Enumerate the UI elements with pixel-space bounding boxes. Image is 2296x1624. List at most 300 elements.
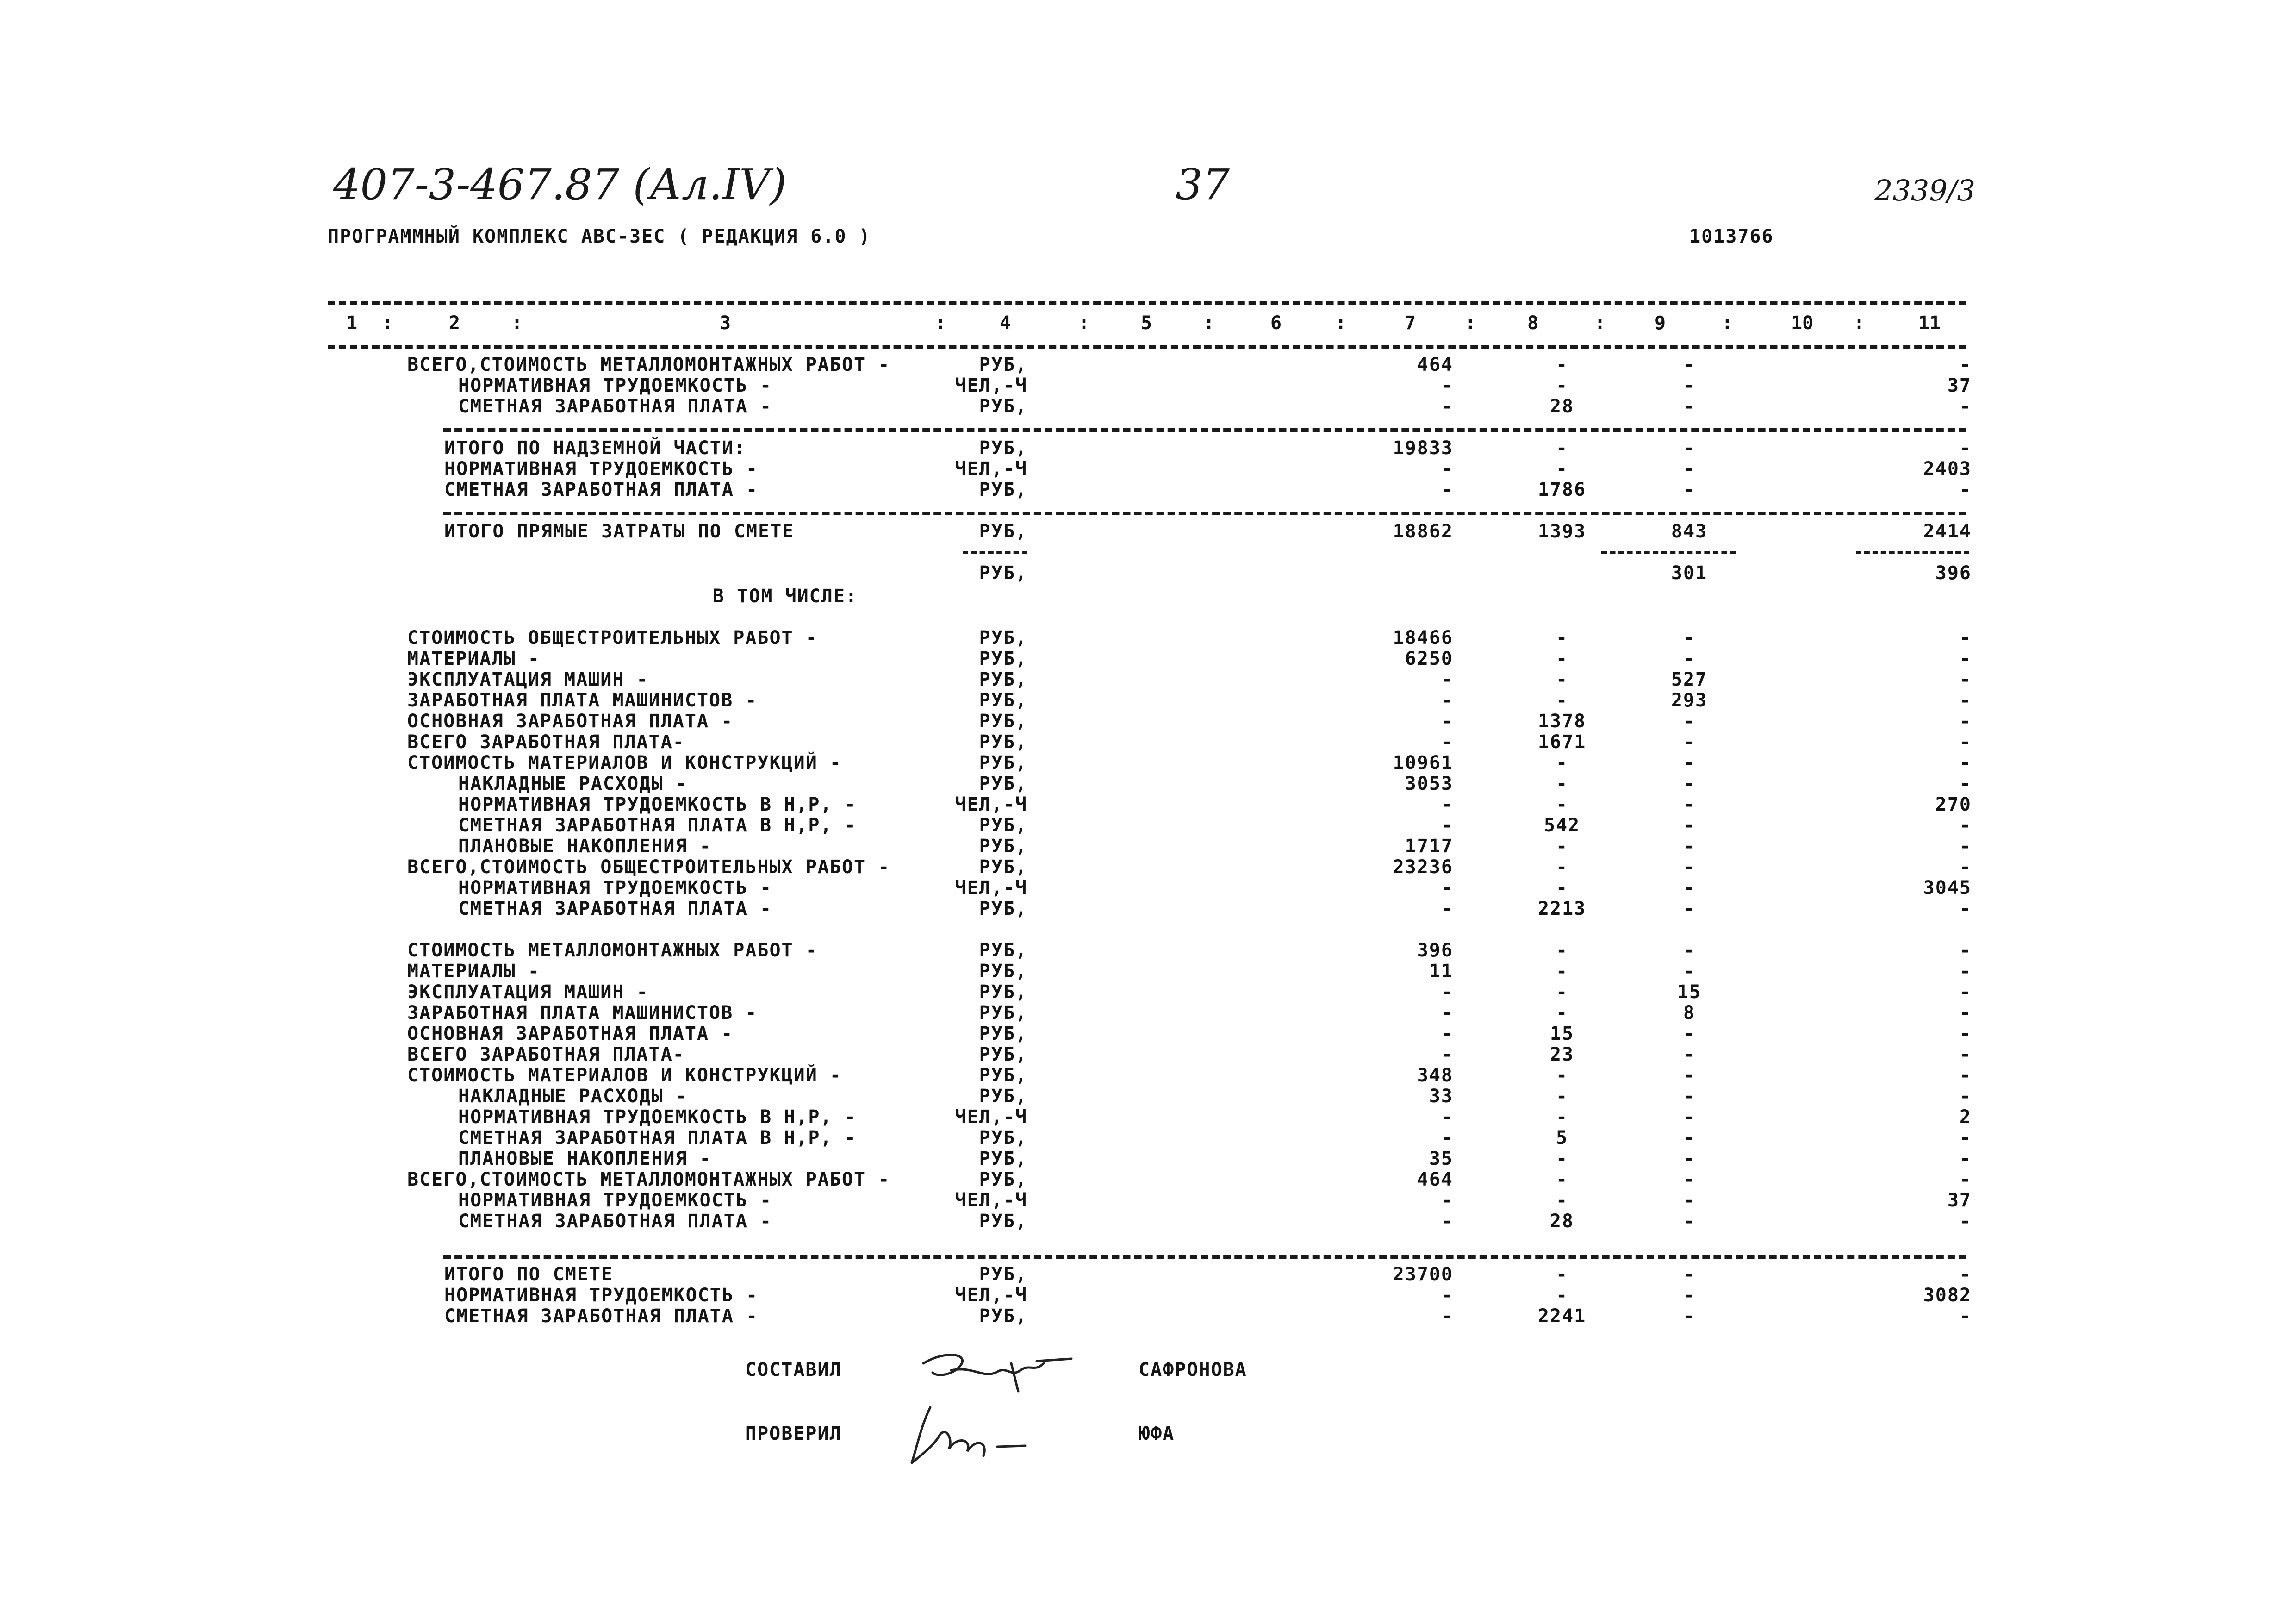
cell-col11: 3045 xyxy=(1923,877,1972,899)
cell-col8: - xyxy=(1556,354,1568,375)
cell-col11: 2 xyxy=(1959,1106,1972,1128)
cell-col11: - xyxy=(1959,690,1972,711)
table-row xyxy=(0,1148,2296,1169)
cell-col11: - xyxy=(1959,836,1972,857)
cell-col11: - xyxy=(1959,1065,1972,1086)
cell-col9: - xyxy=(1683,1305,1696,1327)
column-separator: : xyxy=(1594,312,1606,334)
column-header-10: 10 xyxy=(1791,312,1814,334)
document-id: 1013766 xyxy=(1689,226,1774,247)
cell-col7: - xyxy=(1441,1023,1453,1044)
cell-col8: - xyxy=(1556,940,1568,961)
column-separator: : xyxy=(935,312,946,334)
cell-col9: - xyxy=(1683,1148,1696,1169)
row-unit: РУБ, xyxy=(979,1086,1027,1107)
table-row xyxy=(0,1190,2296,1211)
row-unit: РУБ, xyxy=(979,961,1027,982)
column-header-9: 9 xyxy=(1655,312,1666,334)
row-unit: РУБ, xyxy=(979,669,1027,690)
cell-col8: - xyxy=(1556,669,1568,690)
column-header-5: 5 xyxy=(1141,312,1152,334)
row-label: СТОИМОСТЬ МАТЕРИАЛОВ И КОНСТРУКЦИЙ - xyxy=(407,752,842,774)
cell-col9: - xyxy=(1683,479,1696,500)
cell-col11: - xyxy=(1959,1002,1972,1024)
table-row xyxy=(0,458,2296,480)
row-unit: РУБ, xyxy=(979,479,1027,500)
cell-col7: - xyxy=(1441,711,1453,732)
row-unit: РУБ, xyxy=(979,396,1027,417)
cell-col7: - xyxy=(1441,1127,1453,1149)
cell-col9: 527 xyxy=(1671,669,1708,690)
table-row xyxy=(0,898,2296,919)
cell-col8: - xyxy=(1556,1285,1568,1306)
row-unit: РУБ, xyxy=(979,690,1027,711)
checked-label: ПРОВЕРИЛ xyxy=(745,1423,842,1444)
cell-col9: - xyxy=(1683,627,1696,649)
cell-col8: - xyxy=(1556,1002,1568,1024)
cell-col9: - xyxy=(1683,815,1696,836)
cell-col8: - xyxy=(1556,773,1568,794)
table-row xyxy=(0,1305,2296,1327)
cell-col7: 10961 xyxy=(1393,752,1453,774)
row-label: В ТОМ ЧИСЛЕ: xyxy=(713,586,858,607)
row-label: НОРМАТИВНАЯ ТРУДОЕМКОСТЬ В Н,Р, - xyxy=(458,1106,857,1128)
cell-col7: - xyxy=(1441,1305,1453,1327)
row-unit: РУБ, xyxy=(979,1002,1027,1024)
row-unit: РУБ, xyxy=(979,836,1027,857)
row-label: МАТЕРИАЛЫ - xyxy=(407,648,540,669)
cell-col11: - xyxy=(1959,627,1972,649)
row-label: НОРМАТИВНАЯ ТРУДОЕМКОСТЬ В Н,Р, - xyxy=(458,794,857,815)
row-label: ИТОГО ПРЯМЫЕ ЗАТРАТЫ ПО СМЕТЕ xyxy=(444,521,795,542)
cell-col11: - xyxy=(1959,773,1972,794)
cell-col11: 37 xyxy=(1947,375,1972,396)
table-row xyxy=(0,1285,2296,1306)
cell-col9: - xyxy=(1683,375,1696,396)
cell-col9: - xyxy=(1683,752,1696,774)
row-unit: РУБ, xyxy=(979,752,1027,774)
cell-col11: - xyxy=(1959,981,1972,1003)
row-label: ИТОГО ПО СМЕТЕ xyxy=(444,1264,614,1285)
cell-col8: 1393 xyxy=(1537,521,1587,542)
table-row xyxy=(0,648,2296,669)
column-separator: : xyxy=(1854,312,1865,334)
table-row xyxy=(0,521,2296,542)
cell-col7: - xyxy=(1441,375,1453,396)
row-unit: РУБ, xyxy=(979,731,1027,753)
cell-col7: - xyxy=(1441,1211,1453,1232)
row-unit: ЧЕЛ,-Ч xyxy=(955,1190,1027,1211)
cell-col8: - xyxy=(1556,1106,1568,1128)
cell-col9: - xyxy=(1683,1285,1696,1306)
row-label: НОРМАТИВНАЯ ТРУДОЕМКОСТЬ - xyxy=(444,458,759,480)
cell-col11: 3082 xyxy=(1923,1285,1972,1306)
cell-col11: - xyxy=(1959,731,1972,753)
cell-col8: - xyxy=(1556,794,1568,815)
cell-col11: - xyxy=(1959,898,1972,919)
row-label: ПЛАНОВЫЕ НАКОПЛЕНИЯ - xyxy=(458,836,712,857)
cell-col7: - xyxy=(1441,731,1453,753)
row-unit: РУБ, xyxy=(979,1065,1027,1086)
row-unit: РУБ, xyxy=(979,856,1027,878)
cell-col8: - xyxy=(1556,1264,1568,1285)
cell-col7: - xyxy=(1441,815,1453,836)
cell-col11: - xyxy=(1959,1044,1972,1065)
cell-col9: - xyxy=(1683,1065,1696,1086)
sheet-ref-handwritten: 2339/3 xyxy=(1874,174,1976,207)
cell-col11: - xyxy=(1959,711,1972,732)
row-label: ЭКСПЛУАТАЦИЯ МАШИН - xyxy=(407,669,649,690)
cell-col9: - xyxy=(1683,437,1696,459)
cell-col11: - xyxy=(1959,940,1972,961)
table-row xyxy=(0,1106,2296,1128)
column-header-2: 2 xyxy=(449,312,460,334)
row-label: ОСНОВНАЯ ЗАРАБОТНАЯ ПЛАТА - xyxy=(407,711,734,732)
cell-col8: 15 xyxy=(1549,1023,1574,1044)
cell-col7: - xyxy=(1441,396,1453,417)
row-label: МАТЕРИАЛЫ - xyxy=(407,961,540,982)
cell-col9: 843 xyxy=(1671,521,1708,542)
cell-col8: - xyxy=(1556,627,1568,649)
cell-col11: - xyxy=(1959,1148,1972,1169)
row-unit: ЧЕЛ,-Ч xyxy=(955,375,1027,396)
cell-col11: - xyxy=(1959,1305,1972,1327)
column-header-1: 1 xyxy=(346,312,358,334)
row-unit: ЧЕЛ,-Ч xyxy=(955,458,1027,480)
cell-col8: - xyxy=(1556,836,1568,857)
cell-col8: - xyxy=(1556,690,1568,711)
cell-col9: - xyxy=(1683,1106,1696,1128)
table-row xyxy=(0,562,2296,584)
table-row xyxy=(0,815,2296,836)
row-unit: ЧЕЛ,-Ч xyxy=(955,877,1027,899)
row-unit: РУБ, xyxy=(979,940,1027,961)
compiled-signature xyxy=(919,1345,1076,1396)
cell-col8: 1671 xyxy=(1537,731,1587,753)
cell-col11: - xyxy=(1959,354,1972,375)
cell-col7: 464 xyxy=(1417,1169,1453,1190)
row-label: ОСНОВНАЯ ЗАРАБОТНАЯ ПЛАТА - xyxy=(407,1023,734,1044)
cell-col9: - xyxy=(1683,1211,1696,1232)
row-unit: РУБ, xyxy=(979,815,1027,836)
row-unit: ЧЕЛ,-Ч xyxy=(955,794,1027,815)
cell-col9: 293 xyxy=(1671,690,1708,711)
cell-col9: - xyxy=(1683,396,1696,417)
cell-col8: 542 xyxy=(1543,815,1580,836)
row-label: СМЕТНАЯ ЗАРАБОТНАЯ ПЛАТА - xyxy=(458,396,772,417)
row-label: ПЛАНОВЫЕ НАКОПЛЕНИЯ - xyxy=(458,1148,712,1169)
cell-col9: - xyxy=(1683,773,1696,794)
row-label: СМЕТНАЯ ЗАРАБОТНАЯ ПЛАТА В Н,Р, - xyxy=(458,815,857,836)
cell-col7: - xyxy=(1441,479,1453,500)
cell-col9: - xyxy=(1683,648,1696,669)
cell-col9: - xyxy=(1683,354,1696,375)
cell-col9: 301 xyxy=(1671,562,1708,584)
cell-col11: 2403 xyxy=(1923,458,1972,480)
cell-col8: - xyxy=(1556,877,1568,899)
cell-col9: - xyxy=(1683,856,1696,878)
row-label: ИТОГО ПО НАДЗЕМНОЙ ЧАСТИ: xyxy=(444,437,747,459)
table-row xyxy=(0,794,2296,815)
doc-code-handwritten: 407-3-467.87 (Ал.IV) xyxy=(333,160,787,209)
table-row xyxy=(0,1002,2296,1024)
column-separator: : xyxy=(382,312,393,334)
row-label: НОРМАТИВНАЯ ТРУДОЕМКОСТЬ - xyxy=(458,877,772,899)
table-row xyxy=(0,1086,2296,1107)
checked-signature xyxy=(902,1398,1032,1468)
cell-col7: - xyxy=(1441,1190,1453,1211)
cell-col7: 348 xyxy=(1417,1065,1453,1086)
row-label: СТОИМОСТЬ ОБЩЕСТРОИТЕЛЬНЫХ РАБОТ - xyxy=(407,627,818,649)
row-label: ВСЕГО ЗАРАБОТНАЯ ПЛАТА- xyxy=(407,1044,685,1065)
cell-col8: - xyxy=(1556,437,1568,459)
cell-col11: 396 xyxy=(1935,562,1972,584)
table-row xyxy=(0,1264,2296,1285)
cell-col9: 8 xyxy=(1683,1002,1696,1024)
row-label: СТОИМОСТЬ МЕТАЛЛОМОНТАЖНЫХ РАБОТ - xyxy=(407,940,818,961)
row-unit: РУБ, xyxy=(979,981,1027,1003)
cell-col11: - xyxy=(1959,669,1972,690)
cell-col9: - xyxy=(1683,940,1696,961)
cell-col7: 3053 xyxy=(1405,773,1453,794)
cell-col8: - xyxy=(1556,458,1568,480)
row-label: ЗАРАБОТНАЯ ПЛАТА МАШИНИСТОВ - xyxy=(407,1002,758,1024)
row-label: ВСЕГО,СТОИМОСТЬ МЕТАЛЛОМОНТАЖНЫХ РАБОТ - xyxy=(407,1169,890,1190)
row-unit: РУБ, xyxy=(979,1264,1027,1285)
cell-col11: 270 xyxy=(1935,794,1972,815)
cell-col8: - xyxy=(1556,375,1568,396)
table-row xyxy=(0,354,2296,375)
cell-col8: 28 xyxy=(1549,1211,1574,1232)
row-unit: РУБ, xyxy=(979,711,1027,732)
row-label: СМЕТНАЯ ЗАРАБОТНАЯ ПЛАТА - xyxy=(458,898,772,919)
table-row xyxy=(0,437,2296,459)
cell-col7: - xyxy=(1441,1002,1453,1024)
table-row xyxy=(0,981,2296,1003)
cell-col7: 18466 xyxy=(1393,627,1453,649)
program-title: ПРОГРАММНЫЙ КОМПЛЕКС АВС-3ЕС ( РЕДАКЦИЯ 6.0 ) xyxy=(328,226,871,247)
cell-col9: - xyxy=(1683,877,1696,899)
cell-col7: 1717 xyxy=(1405,836,1453,857)
row-label: СМЕТНАЯ ЗАРАБОТНАЯ ПЛАТА В Н,Р, - xyxy=(458,1127,857,1149)
cell-col8: 1378 xyxy=(1537,711,1587,732)
table-row xyxy=(0,1044,2296,1065)
column-separator: : xyxy=(1078,312,1090,334)
cell-col7: 19833 xyxy=(1393,437,1453,459)
cell-col11: - xyxy=(1959,815,1972,836)
cell-col9: - xyxy=(1683,1127,1696,1149)
column-header-8: 8 xyxy=(1527,312,1539,334)
row-label: СМЕТНАЯ ЗАРАБОТНАЯ ПЛАТА - xyxy=(444,1305,759,1327)
cell-col11: - xyxy=(1959,1023,1972,1044)
cell-col9: - xyxy=(1683,836,1696,857)
row-label: ЗАРАБОТНАЯ ПЛАТА МАШИНИСТОВ - xyxy=(407,690,758,711)
table-row xyxy=(0,731,2296,753)
cell-col9: - xyxy=(1683,1086,1696,1107)
cell-col8: - xyxy=(1556,961,1568,982)
cell-col7: 23700 xyxy=(1393,1264,1453,1285)
table-row xyxy=(0,961,2296,982)
cell-col7: - xyxy=(1441,458,1453,480)
row-label: НОРМАТИВНАЯ ТРУДОЕМКОСТЬ - xyxy=(444,1285,759,1306)
cell-col9: - xyxy=(1683,1264,1696,1285)
cell-col9: - xyxy=(1683,458,1696,480)
table-row xyxy=(0,690,2296,711)
table-row xyxy=(0,711,2296,732)
row-label: ВСЕГО ЗАРАБОТНАЯ ПЛАТА- xyxy=(407,731,685,753)
column-separator: : xyxy=(1335,312,1347,334)
row-unit: ЧЕЛ,-Ч xyxy=(955,1285,1027,1306)
row-unit: РУБ, xyxy=(979,437,1027,459)
cell-col9: - xyxy=(1683,794,1696,815)
cell-col7: - xyxy=(1441,669,1453,690)
table-row xyxy=(0,375,2296,396)
cell-col8: - xyxy=(1556,1190,1568,1211)
cell-col7: - xyxy=(1441,981,1453,1003)
cell-col7: - xyxy=(1441,1044,1453,1065)
cell-col7: 464 xyxy=(1417,354,1453,375)
column-separator: : xyxy=(1465,312,1476,334)
row-unit: РУБ, xyxy=(979,521,1027,542)
cell-col8: - xyxy=(1556,856,1568,878)
cell-col7: - xyxy=(1441,877,1453,899)
cell-col7: 23236 xyxy=(1393,856,1453,878)
table-row xyxy=(0,479,2296,500)
cell-col8: 28 xyxy=(1549,396,1574,417)
cell-col8: 5 xyxy=(1556,1127,1568,1149)
cell-col8: - xyxy=(1556,1148,1568,1169)
cell-col7: - xyxy=(1441,794,1453,815)
column-header-4: 4 xyxy=(1000,312,1011,334)
cell-col9: 15 xyxy=(1677,981,1702,1003)
cell-col9: - xyxy=(1683,1023,1696,1044)
row-unit: РУБ, xyxy=(979,1169,1027,1190)
table-row xyxy=(0,1023,2296,1044)
row-unit: РУБ, xyxy=(979,1044,1027,1065)
cell-col9: - xyxy=(1683,1169,1696,1190)
column-header-3: 3 xyxy=(720,312,731,334)
row-unit: РУБ, xyxy=(979,562,1027,584)
cell-col8: 1786 xyxy=(1537,479,1587,500)
row-label: ЭКСПЛУАТАЦИЯ МАШИН - xyxy=(407,981,649,1003)
cell-col9: - xyxy=(1683,1044,1696,1065)
column-separator: : xyxy=(511,312,523,334)
cell-col9: - xyxy=(1683,961,1696,982)
cell-col9: - xyxy=(1683,1190,1696,1211)
cell-col7: 11 xyxy=(1429,961,1453,982)
row-label: СМЕТНАЯ ЗАРАБОТНАЯ ПЛАТА - xyxy=(458,1211,772,1232)
table-row xyxy=(0,396,2296,417)
table-row xyxy=(0,1169,2296,1190)
cell-col11: - xyxy=(1959,1264,1972,1285)
cell-col11: - xyxy=(1959,1211,1972,1232)
cell-col11: - xyxy=(1959,1169,1972,1190)
cell-col8: - xyxy=(1556,752,1568,774)
row-unit: РУБ, xyxy=(979,773,1027,794)
row-unit: РУБ, xyxy=(979,898,1027,919)
cell-col9: - xyxy=(1683,731,1696,753)
table-row xyxy=(0,856,2296,878)
column-separator: : xyxy=(1203,312,1215,334)
column-separator: : xyxy=(1722,312,1733,334)
cell-col11: - xyxy=(1959,856,1972,878)
row-unit: РУБ, xyxy=(979,1211,1027,1232)
table-row xyxy=(0,940,2296,961)
row-unit: РУБ, xyxy=(979,1023,1027,1044)
row-label: ВСЕГО,СТОИМОСТЬ ОБЩЕСТРОИТЕЛЬНЫХ РАБОТ - xyxy=(407,856,890,878)
cell-col8: - xyxy=(1556,1065,1568,1086)
row-unit: РУБ, xyxy=(979,648,1027,669)
cell-col9: - xyxy=(1683,711,1696,732)
cell-col8: - xyxy=(1556,648,1568,669)
cell-col11: 37 xyxy=(1947,1190,1972,1211)
table-row xyxy=(0,1211,2296,1232)
cell-col8: 2213 xyxy=(1537,898,1587,919)
table-row xyxy=(0,586,2296,607)
table-row xyxy=(0,773,2296,794)
checked-name: ЮФА xyxy=(1139,1423,1175,1444)
table-row xyxy=(0,627,2296,649)
row-label: НАКЛАДНЫЕ РАСХОДЫ - xyxy=(458,1086,688,1107)
cell-col8: 23 xyxy=(1549,1044,1574,1065)
compiled-label: СОСТАВИЛ xyxy=(745,1359,842,1380)
cell-col8: - xyxy=(1556,1169,1568,1190)
column-header-7: 7 xyxy=(1405,312,1416,334)
cell-col7: 6250 xyxy=(1405,648,1453,669)
cell-col8: - xyxy=(1556,981,1568,1003)
row-label: ВСЕГО,СТОИМОСТЬ МЕТАЛЛОМОНТАЖНЫХ РАБОТ - xyxy=(407,354,890,375)
table-row xyxy=(0,1127,2296,1149)
cell-col7: - xyxy=(1441,1285,1453,1306)
table-row xyxy=(0,877,2296,899)
column-header-11: 11 xyxy=(1918,312,1941,334)
cell-col7: - xyxy=(1441,690,1453,711)
row-unit: РУБ, xyxy=(979,627,1027,649)
cell-col11: - xyxy=(1959,437,1972,459)
cell-col8: - xyxy=(1556,1086,1568,1107)
row-label: СМЕТНАЯ ЗАРАБОТНАЯ ПЛАТА - xyxy=(444,479,759,500)
cell-col7: 18862 xyxy=(1393,521,1453,542)
compiled-name: САФРОНОВА xyxy=(1139,1359,1247,1380)
row-unit: РУБ, xyxy=(979,354,1027,375)
cell-col7: 33 xyxy=(1429,1086,1453,1107)
cell-col7: 35 xyxy=(1429,1148,1453,1169)
table-row xyxy=(0,752,2296,774)
row-unit: РУБ, xyxy=(979,1127,1027,1149)
cell-col11: - xyxy=(1959,1086,1972,1107)
cell-col7: 396 xyxy=(1417,940,1453,961)
table-row xyxy=(0,1065,2296,1086)
cell-col11: - xyxy=(1959,1127,1972,1149)
row-label: НОРМАТИВНАЯ ТРУДОЕМКОСТЬ - xyxy=(458,375,772,396)
cell-col11: - xyxy=(1959,961,1972,982)
page-number-handwritten: 37 xyxy=(1176,160,1230,209)
cell-col11: 2414 xyxy=(1923,521,1972,542)
cell-col11: - xyxy=(1959,752,1972,774)
column-header-6: 6 xyxy=(1270,312,1282,334)
table-row xyxy=(0,836,2296,857)
row-unit: РУБ, xyxy=(979,1305,1027,1327)
row-unit: РУБ, xyxy=(979,1148,1027,1169)
cell-col7: - xyxy=(1441,1106,1453,1128)
cell-col8: 2241 xyxy=(1537,1305,1587,1327)
table-row xyxy=(0,669,2296,690)
row-unit: ЧЕЛ,-Ч xyxy=(955,1106,1027,1128)
row-label: НОРМАТИВНАЯ ТРУДОЕМКОСТЬ - xyxy=(458,1190,772,1211)
row-label: НАКЛАДНЫЕ РАСХОДЫ - xyxy=(458,773,688,794)
cell-col11: - xyxy=(1959,479,1972,500)
cell-col11: - xyxy=(1959,396,1972,417)
